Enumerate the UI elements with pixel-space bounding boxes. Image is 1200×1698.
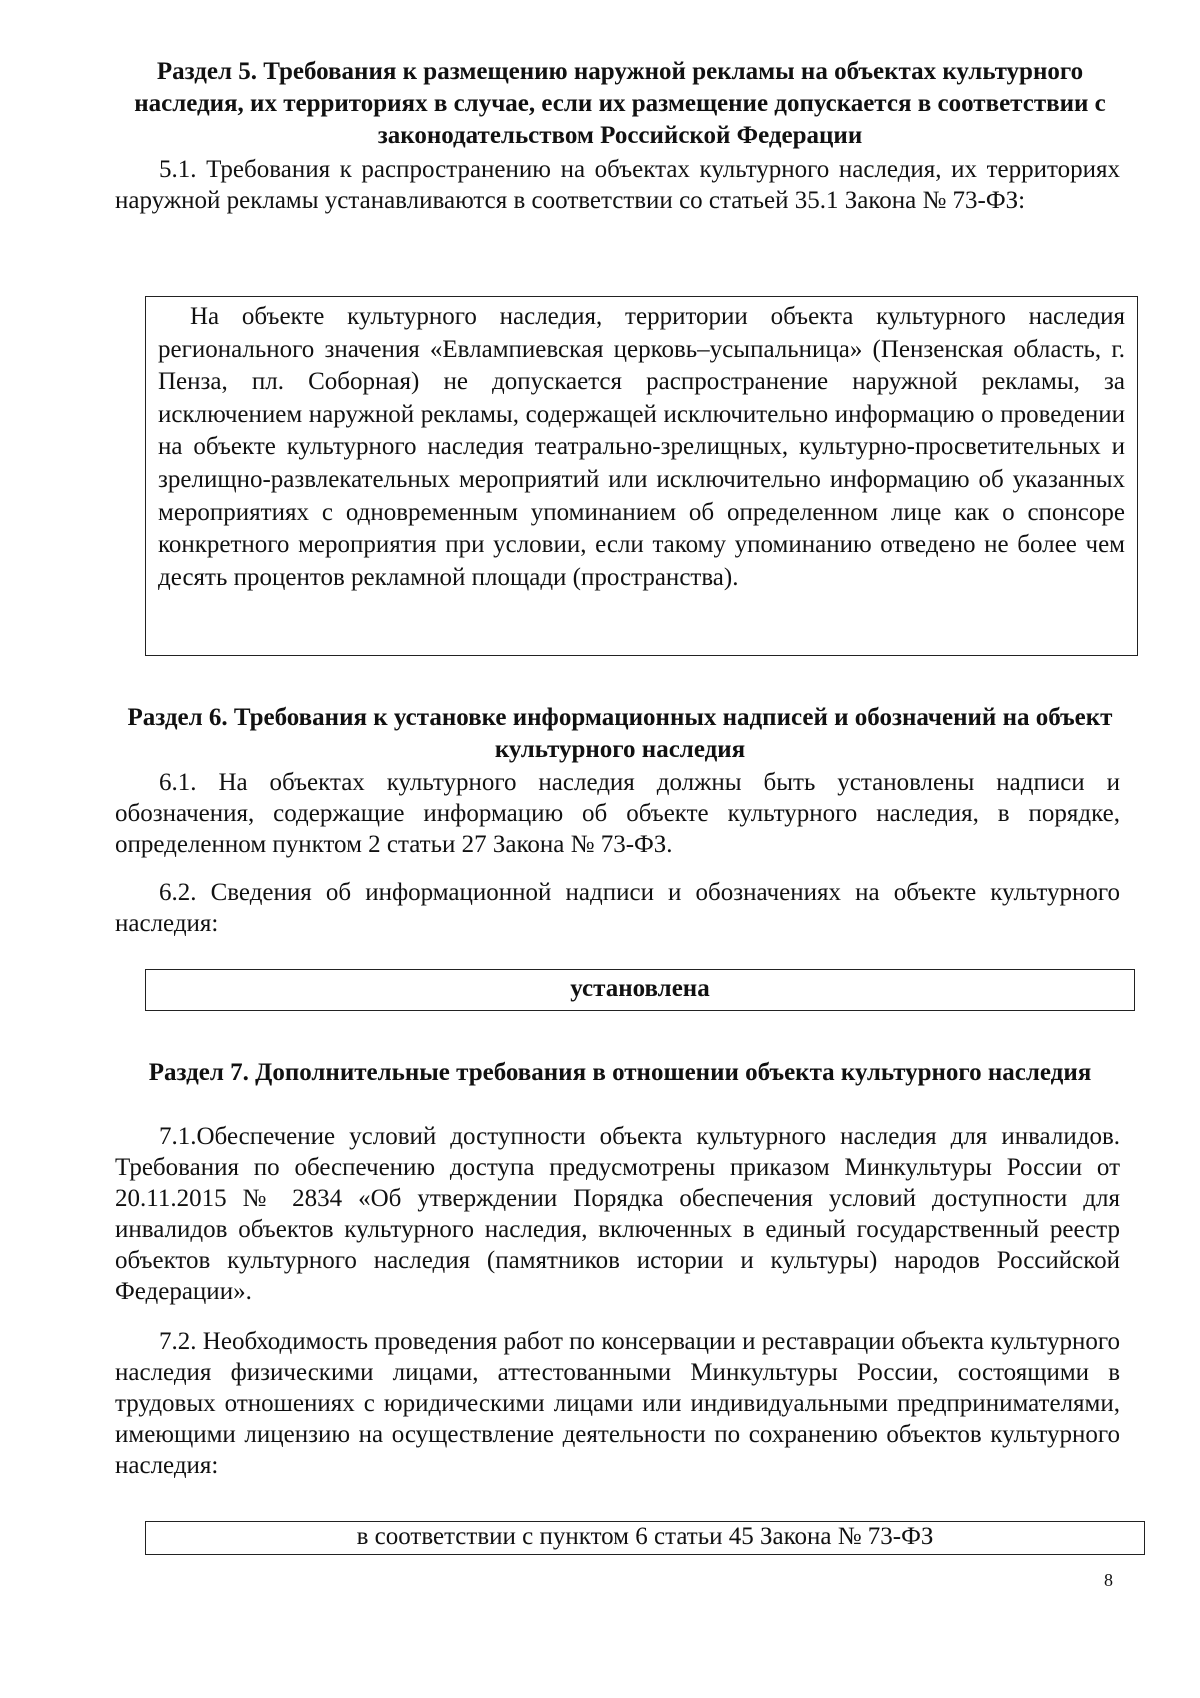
- section7-heading: Раздел 7. Дополнительные требования в отношении объекта культурного наследия: [148, 1059, 1092, 1086]
- section7-requirement-text: в соответствии с пунктом 6 статьи 45 Закона № 73-ФЗ: [356, 1523, 934, 1550]
- section6-heading: Раздел 6. Требования к установке информационных надписей и обозначений на объект культурного наследия: [127, 704, 1113, 763]
- section5-paragraph-1: 5.1. Требования к распространению на объектах культурного наследия, их территориях наружной рекламы устанавливаются в соответствии со статьей 35.1 Закона № 73-ФЗ:: [115, 156, 1120, 214]
- page-number: 8: [1104, 1570, 1113, 1590]
- section6-paragraph-2: 6.2. Сведения об информационной надписи и обозначениях на объекте культурного наследия:: [115, 879, 1120, 937]
- section5-advertising-box: [145, 296, 1138, 656]
- section7-paragraph-2: 7.2. Необходимость проведения работ по консервации и реставрации объекта культурного наследия физическими лицами, аттестованными Минкультуры России, состоящими в трудовых отношениях с юридическими лицами или индивидуальными предпринимателями, имеющими лицензию на осуществление деятельности по сохранению объектов культурного наследия:: [115, 1328, 1120, 1479]
- section6-status-text: установлена: [570, 975, 710, 1002]
- section5-advertising-text: На объекте культурного наследия, территории объекта культурного наследия регионального значения «Евлампиевская церковь–усыпальница» (Пензенская область, г. Пенза, пл. Соборная) не допускается распространение наружной рекламы, за исключением наружной рекламы, содержащей исключительно информацию о проведении на объекте культурного наследия театрально-зрелищных, культурно-просветительных и зрелищно-развлекательных мероприятий или исключительно информацию об указанных мероприятиях с одновременным упоминанием об определенном лице как о спонсоре конкретного мероприятия при условии, если такому упоминанию отведено не более чем десять процентов рекламной площади (пространства).: [158, 303, 1125, 591]
- section6-status-box: [145, 969, 1135, 1011]
- section7-requirement-box: [145, 1521, 1145, 1555]
- section5-heading: Раздел 5. Требования к размещению наружной рекламы на объектах культурного наследия, их территориях в случае, если их размещение допускается в соответствии с законодательством Российской Федерации: [134, 58, 1106, 149]
- section6-paragraph-1: 6.1. На объектах культурного наследия должны быть установлены надписи и обозначения, содержащие информацию об объекте культурного наследия, в порядке, определенном пунктом 2 статьи 27 Закона № 73-ФЗ.: [115, 769, 1120, 858]
- section7-paragraph-1: 7.1.Обеспечение условий доступности объекта культурного наследия для инвалидов. Требования по обеспечению доступа предусмотрены приказом Минкультуры России от 20.11.2015 № 2834 «Об утверждении Порядка обеспечения условий доступности для инвалидов объектов культурного наследия, включенных в единый государственный реестр объектов культурного наследия (памятников истории и культуры) народов Российской Федерации».: [115, 1123, 1120, 1305]
